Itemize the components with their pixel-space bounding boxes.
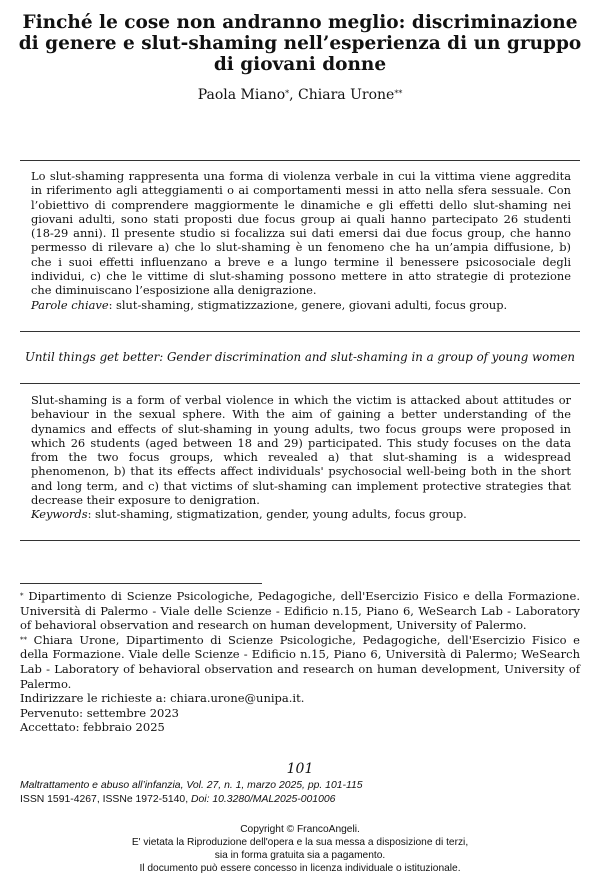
author-name: Paola Miano bbox=[197, 87, 286, 103]
copyright-line: Copyright © FrancoAngeli. bbox=[240, 824, 360, 835]
author-separator: , bbox=[289, 87, 299, 103]
english-title: Until things get better: Gender discrimination and slut-shaming in a group of young women bbox=[24, 350, 576, 364]
copyright-line: Il documento può essere concesso in licenza individuale o istituzionale. bbox=[139, 863, 461, 874]
divider bbox=[20, 540, 580, 541]
footnote-text: Dipartimento di Scienze Psicologiche, Pedagogiche, dell'Esercizio Fisico e della Formazione. Università di Palermo - Viale delle Scienze - Edificio n.15, Piano 6, WeSearch Lab - Laboratory of behavioral observation and research on human development, University of Palermo. bbox=[20, 589, 580, 633]
keywords-label: Parole chiave bbox=[31, 297, 109, 312]
footnote-mark[interactable]: ** bbox=[394, 89, 403, 98]
keywords-text: : slut-shaming, stigmatizzazione, genere, giovani adulti, focus group. bbox=[108, 297, 508, 312]
divider bbox=[20, 331, 580, 332]
footnote-2 bbox=[20, 633, 580, 691]
abstract-text: Slut-shaming is a form of verbal violence in which the victim is attacked about attitudes or behaviour in the sexual sphere. With the aim of gaining a better understanding of the dynamics and effects of slut-shaming in young adults, two focus groups were proposed in which 26 students (aged between 18 and 29) participated. This study focuses on the data from the two focus groups, which revealed a) that slut-shaming is a widespread phenomenon, b) that its effects affect individuals' psychosocial well-being both in the short and long term, and c) that victims of slut-shaming can implement protective strategies that decrease their exposure to denigration. bbox=[31, 393, 571, 508]
journal-citation: Maltrattamento e abuso all’infanzia, Vol. 27, n. 1, marzo 2025, pp. 101-115 bbox=[20, 780, 363, 791]
authors bbox=[0, 86, 600, 104]
journal-issn-line bbox=[20, 793, 580, 807]
footnote-divider bbox=[20, 583, 262, 584]
abstract-english bbox=[31, 393, 571, 522]
footnote-mark: ** bbox=[20, 635, 27, 644]
journal-issn: ISSN 1591-4267, ISSNe 1972-5140, bbox=[20, 793, 191, 805]
keywords-line bbox=[31, 298, 571, 312]
footnote-1 bbox=[20, 589, 580, 633]
accepted-date: Accettato: febbraio 2025 bbox=[20, 720, 165, 735]
article-title: Finché le cose non andranno meglio: discriminazione di genere e slut-shaming nell’esperienza di un gruppo di giovani donne bbox=[18, 12, 582, 75]
copyright-notice bbox=[0, 823, 600, 875]
author-name: Chiara Urone bbox=[298, 87, 395, 103]
copyright-line: sia in forma gratuita sia a pagamento. bbox=[214, 850, 386, 861]
footnotes bbox=[20, 589, 580, 735]
abstract-text: Lo slut-shaming rappresenta una forma di violenza verbale in cui la vittima viene aggredita in riferimento agli atteggiamenti o ai comportamenti messi in atto nella sfera sessuale. Con l’obiettivo di comprendere maggiormente le dinamiche e gli effetti dello slut-shaming nei giovani adulti, sono stati proposti due focus group ai quali hanno partecipato 26 studenti (18-29 anni). Il presente studio si focalizza sui dati emersi dai due focus group, che hanno permesso di rilevare a) che lo slut-shaming è un fenomeno che ha un’ampia diffusione, b) che i suoi effetti influenzano a breve e a lungo termine il benessere psicosociale degli individui, c) che le vittime di slut-shaming possono mettere in atto strategie di protezione che diminuiscano l’esposizione alla denigrazione. bbox=[31, 169, 571, 298]
keywords-line bbox=[31, 507, 571, 521]
footnote-mark: * bbox=[20, 592, 24, 600]
received-date: Pervenuto: settembre 2023 bbox=[20, 705, 179, 720]
divider bbox=[20, 160, 580, 161]
keywords-label: Keywords bbox=[31, 507, 88, 522]
divider bbox=[20, 383, 580, 384]
copyright-line: E' vietata la Riproduzione dell'opera e la sua messa a disposizione di terzi, bbox=[131, 837, 469, 848]
abstract-italian bbox=[31, 169, 571, 312]
page-number: 101 bbox=[286, 761, 314, 777]
footnote-mark[interactable]: * bbox=[285, 89, 290, 98]
journal-info bbox=[20, 779, 580, 806]
journal-doi[interactable]: Doi: 10.3280/MAL2025-001006 bbox=[190, 793, 336, 805]
footnote-text: Chiara Urone, Dipartimento di Scienze Psicologiche, Pedagogiche, dell'Esercizio Fisico e della Formazione. Viale delle Scienze - Edificio n.15, Piano 6, Università di Palermo; WeSearch Lab - Laboratory of behavioral observation and research on human development, University of Palermo. bbox=[20, 632, 580, 691]
contact-line: Indirizzare le richieste a: chiara.urone@unipa.it. bbox=[20, 691, 305, 706]
keywords-text: : slut-shaming, stigmatization, gender, young adults, focus group. bbox=[87, 507, 467, 522]
